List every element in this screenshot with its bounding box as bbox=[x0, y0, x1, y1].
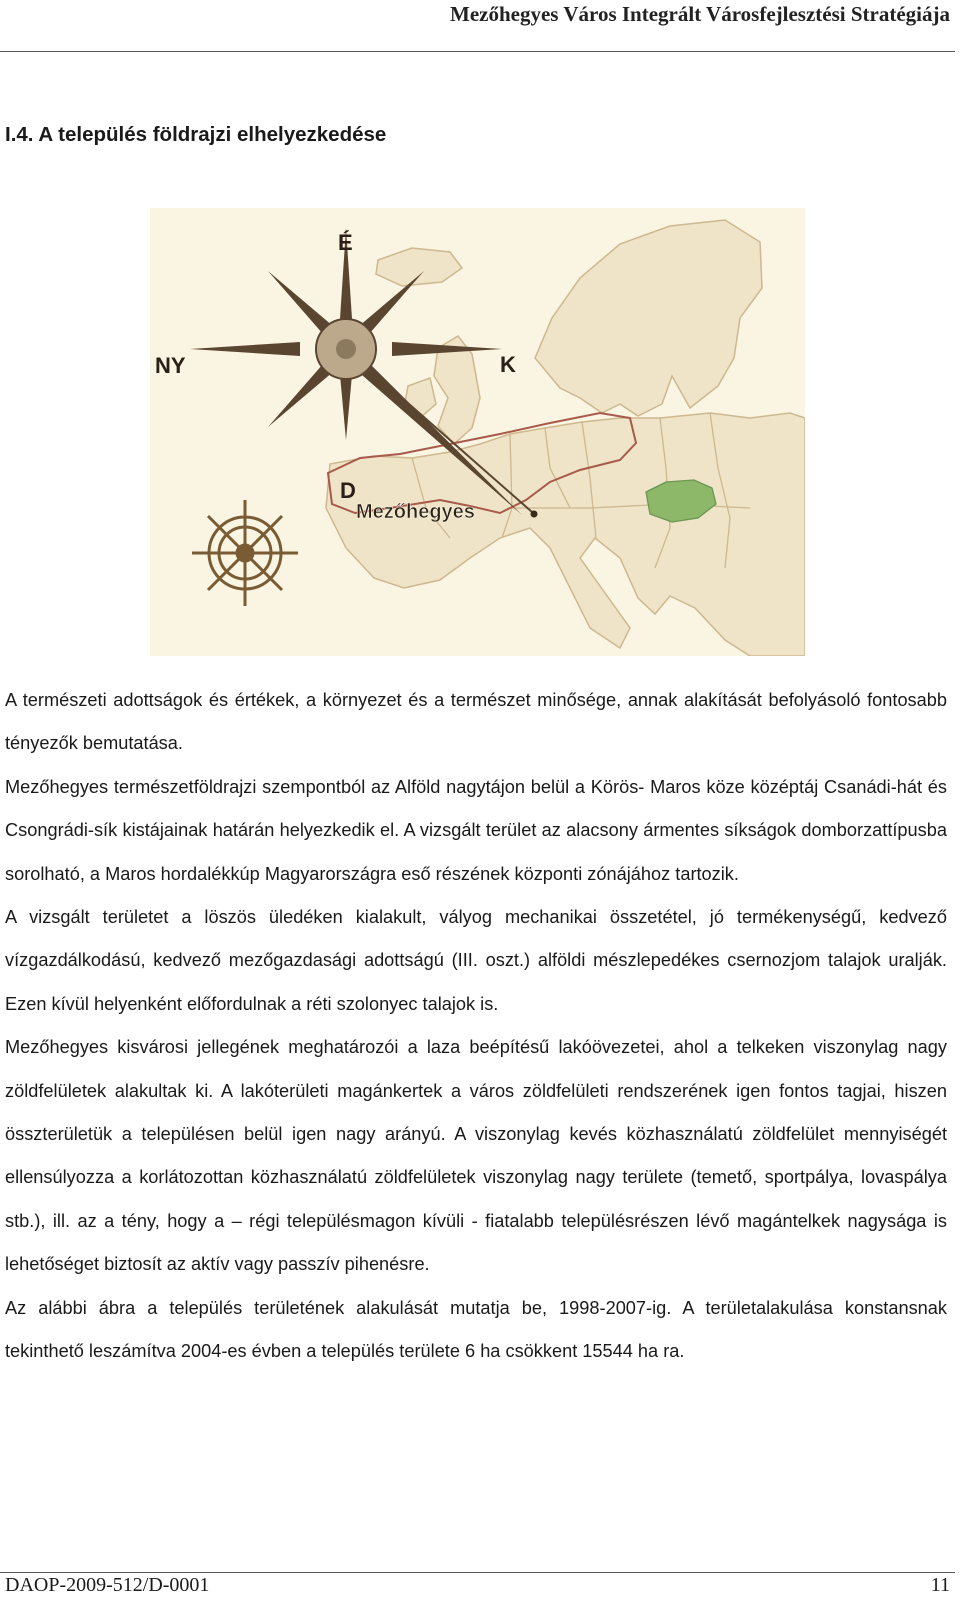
east-label: K bbox=[500, 352, 516, 377]
section-title: I.4. A település földrajzi elhelyezkedése bbox=[5, 123, 387, 146]
paragraph: A vizsgált területet a löszös üledéken kialakult, vályog mechanikai összetétel, jó termékenységű, kedvező vízgazdálkodású, kedvező mezőgazdasági adottságú (III. oszt.) alföldi mészlepedékes csernozjom talajok uralják. Ezen kívül helyenként előfordulnak a réti szolonyec talajok is. bbox=[5, 907, 947, 1014]
body-text bbox=[5, 679, 947, 1374]
footer-project-code: DAOP-2009-512/D-0001 bbox=[5, 1574, 210, 1596]
west-label: NY bbox=[155, 353, 186, 378]
paragraph: Mezőhegyes kisvárosi jellegének meghatározói a laza beépítésű lakóövezetei, ahol a telkeken viszonylag nagy zöldfelületek alakultak ki. A lakóterületi magánkertek a város zöldfelületi rendszerének igen fontos tagjai, hiszen összterületük a településen belül igen nagy arányú. A viszonylag kevés közhasználatú zöldfelület mennyiségét ellensúlyozza a korlátozottan közhasználatú zöldfelületek viszonylag nagy területe (temető, sportpálya, lovaspálya stb.), ill. az a tény, hogy a – régi településmagon kívüli - fiatalabb településrészen lévő magántelkek nagysága is lehetőséget biztosít az aktív vagy passzív pihenésre. bbox=[5, 1037, 947, 1275]
running-header-title: Mezőhegyes Város Integrált Városfejlesztési Stratégiája bbox=[450, 2, 950, 26]
south-label: D bbox=[340, 478, 356, 503]
europe-location-map bbox=[150, 208, 805, 656]
paragraph: Mezőhegyes természetföldrajzi szempontból az Alföld nagytájon belül a Körös- Maros köze középtáj Csanádi-hát és Csongrádi-sík kistájainak határán helyezkedik el. A vizsgált terület az alacsony ármentes síkságok domborzattípusba sorolható, a Maros hordalékkúp Magyarországra eső részének központi zónájához tartozik. bbox=[5, 776, 947, 884]
paragraph: Az alábbi ábra a település területének alakulását mutatja be, 1998-2007-ig. A területalakulása konstansnak tekinthető leszámítva 2004-es évben a település területe 6 ha csökkent 15544 ha ra. bbox=[5, 1297, 947, 1362]
north-label: É bbox=[338, 230, 353, 255]
page-number: 11 bbox=[930, 1574, 950, 1596]
town-label: Mezőhegyes bbox=[356, 501, 475, 523]
paragraph: A természeti adottságok és értékek, a környezet és a természet minősége, annak alakítását befolyásoló fontosabb tényezők bemutatása. bbox=[5, 690, 947, 754]
mezohegyes-dot bbox=[531, 511, 538, 518]
header-rule bbox=[0, 51, 955, 52]
footer-rule bbox=[0, 1572, 955, 1573]
